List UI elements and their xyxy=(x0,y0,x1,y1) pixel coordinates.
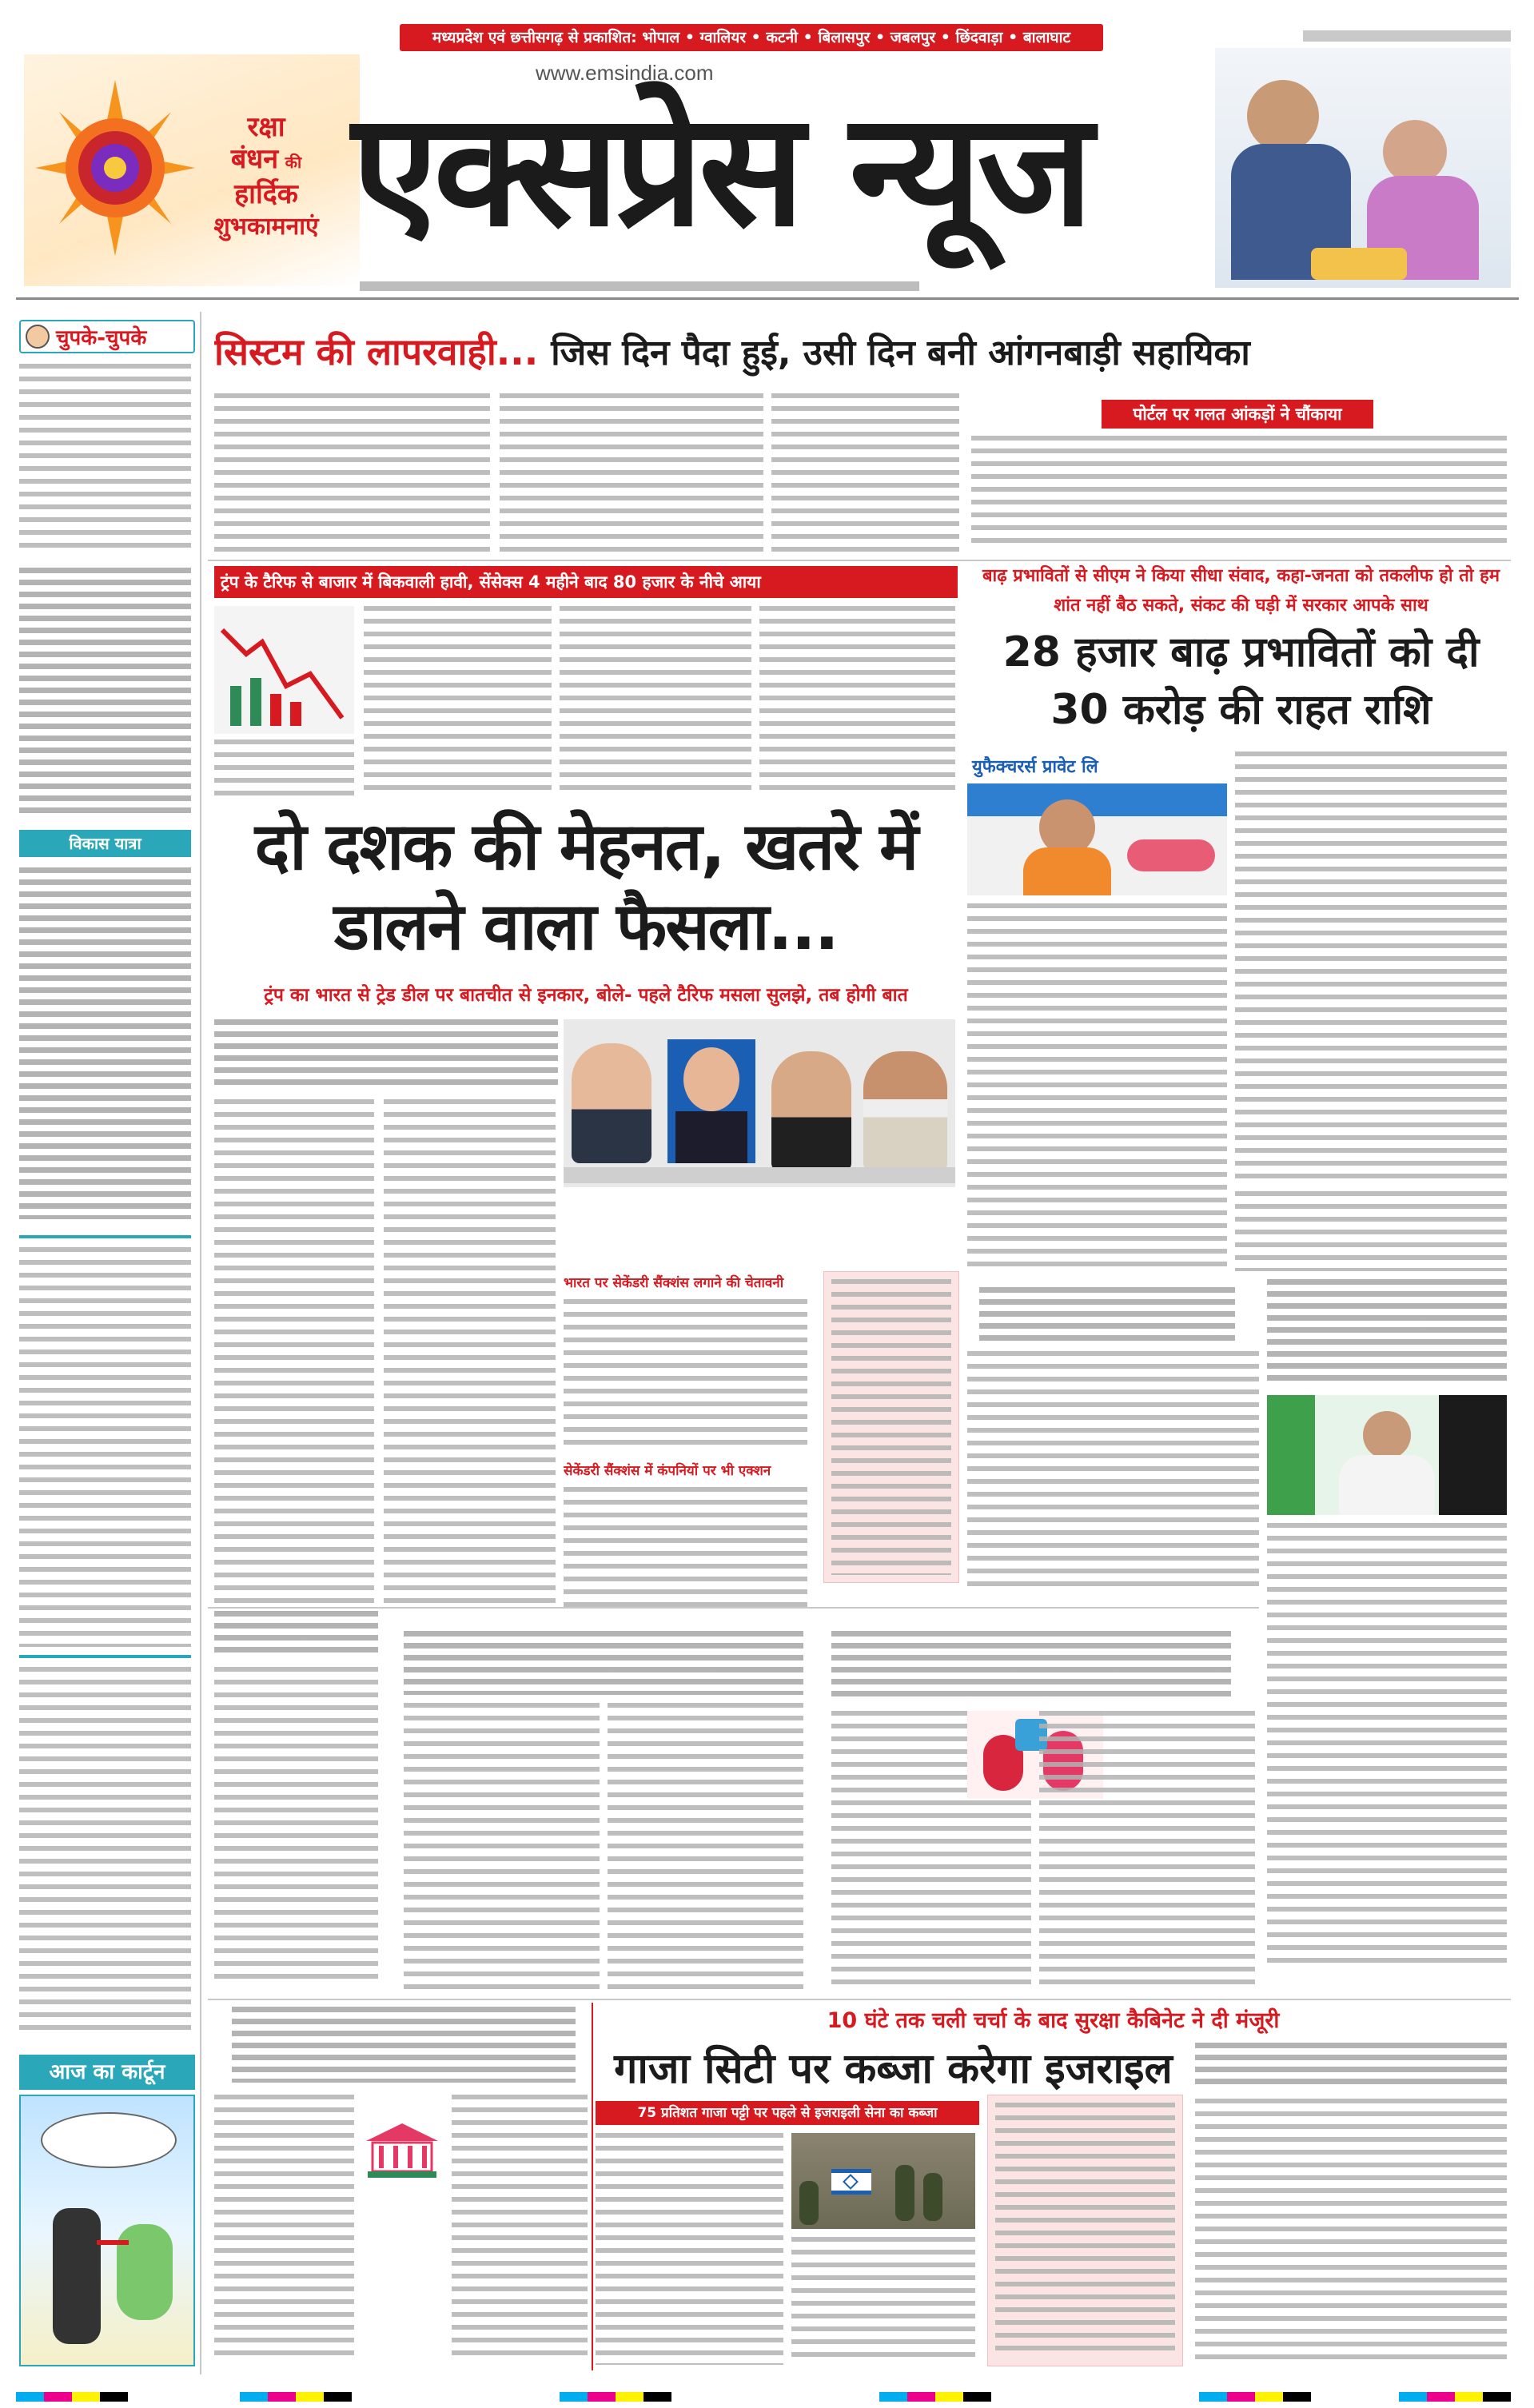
lead-subhead: पोर्टल पर गलत आंकड़ों ने चौंकाया xyxy=(1102,400,1373,429)
left-brief xyxy=(19,568,191,815)
chupke-header xyxy=(19,320,195,353)
story-b-body-2 xyxy=(608,1703,803,1991)
gaza-deck: 75 प्रतिशत गाजा पट्टी पर पहले से इजराइली सेना का कब्जा xyxy=(596,2101,979,2125)
speech-photo xyxy=(1267,1395,1507,1515)
lead-headline-red: सिस्टम की लापरवाही... xyxy=(214,330,539,373)
registration-strip xyxy=(879,2392,991,2402)
cartoon-image xyxy=(19,2095,195,2366)
flood-body-3 xyxy=(1235,1191,1507,1271)
avatar-icon xyxy=(26,325,50,349)
flood-kicker: बाढ़ प्रभावितों से सीएम ने किया सीधा संवाद, कहा-जनता को तकलीफ हो तो हम शांत नहीं बैठ सकते, संकट की घड़ी में सरकार आपके साथ xyxy=(982,566,1500,616)
vikas-body xyxy=(19,867,191,1219)
down-trend-icon xyxy=(214,606,354,734)
cartoon-header xyxy=(19,2055,195,2090)
story-c-heading xyxy=(831,1631,1231,1703)
rakhi-photo xyxy=(1215,48,1511,288)
registration-strip xyxy=(560,2392,671,2402)
leader-portrait xyxy=(572,1043,651,1163)
greeting-line: हार्दिक xyxy=(234,180,298,209)
court-building-icon xyxy=(358,2119,446,2183)
flood-body-1 xyxy=(1235,752,1507,1183)
rakhi-emblem xyxy=(27,64,203,272)
chupke-label: चुपके-चुपके xyxy=(56,326,147,350)
trump-body-2 xyxy=(384,1099,556,1611)
greeting-text xyxy=(182,112,350,272)
lead-headline xyxy=(214,323,1513,381)
market-chart-graphic xyxy=(214,606,354,734)
story-b-body-1 xyxy=(404,1703,600,1991)
story-a-body xyxy=(214,1667,378,1987)
leader-portrait xyxy=(667,1039,755,1163)
masthead-date-line xyxy=(1303,30,1511,42)
left-story-2 xyxy=(19,1667,191,2035)
lead-body-col1 xyxy=(214,393,490,553)
gaza-body-1 xyxy=(596,2133,783,2365)
brief-body-2 xyxy=(1267,1523,1507,1971)
edition-info-line xyxy=(360,281,919,291)
section-rule xyxy=(208,1607,1259,1609)
trump-body-4 xyxy=(564,1487,807,1607)
market-headline: ट्रंप के टैरिफ से बाजार में बिकवाली हावी, सेंसेक्स 4 महीने बाद 80 हजार के नीचे आया xyxy=(214,566,958,598)
website-link[interactable]: www.emsindia.com xyxy=(536,61,714,85)
trump-sub2: सेकेंडरी सैंक्शंस में कंपनियों पर भी एक्शन xyxy=(564,1463,771,1479)
section-rule xyxy=(208,1999,1511,2000)
lead-headline-black: जिस दिन पैदा हुई, उसी दिन बनी आंगनबाड़ी सहायिका xyxy=(551,333,1250,373)
publication-line: मध्यप्रदेश एवं छत्तीसगढ़ से प्रकाशित: भोपाल • ग्वालियर • कटनी • बिलासपुर • जबलपुर • छिंदवाड़ा • बालाघाट xyxy=(400,24,1103,51)
trump-body-3 xyxy=(564,1299,807,1451)
market-body-1 xyxy=(364,606,552,798)
market-body-3 xyxy=(759,606,955,798)
story-a-heading xyxy=(214,1611,378,1659)
leader-portrait xyxy=(863,1051,947,1171)
brief-body-1 xyxy=(967,1351,1259,1591)
gaza-body-2 xyxy=(791,2237,975,2365)
lead-body-col3 xyxy=(771,393,959,553)
greeting-line: बंधन की xyxy=(230,145,302,174)
registration-strip xyxy=(1199,2392,1311,2402)
gaza-sidebar-text xyxy=(995,2103,1175,2358)
story-c-body-2 xyxy=(1039,1711,1255,1991)
story-e-heading xyxy=(1195,2043,1507,2091)
market-body-4 xyxy=(214,740,354,795)
registration-strip xyxy=(16,2392,128,2402)
trump-sidebar-text xyxy=(831,1279,951,1575)
vikas-label: विकास यात्रा xyxy=(69,834,141,853)
market-body-2 xyxy=(560,606,751,798)
leaders-photo xyxy=(564,1019,955,1187)
trump-deck: ट्रंप का भारत से ट्रेड डील पर बातचीत से इनकार, बोले- पहले टैरिफ मसला सुलझे, तब होगी बात xyxy=(264,985,908,1006)
flag-icon xyxy=(831,2169,871,2195)
greeting-line: रक्षा xyxy=(247,113,285,142)
trump-headline: दो दशक की मेहनत, खतरे में डालने वाला फैसला... xyxy=(254,809,918,965)
supreme-court-icon xyxy=(358,2119,446,2183)
flood-headline: 28 हजार बाढ़ प्रभावितों को दी 30 करोड़ की राहत राशि xyxy=(1002,628,1480,734)
chupke-body xyxy=(19,364,191,556)
flood-photo xyxy=(967,752,1227,895)
registration-strip xyxy=(240,2392,352,2402)
story-d-body-2 xyxy=(452,2095,588,2358)
left-column-rule xyxy=(200,312,201,2374)
lead-body-col2 xyxy=(500,393,763,553)
flood-body-2 xyxy=(967,903,1227,1271)
gaza-kicker: 10 घंटे तक चली चर्चा के बाद सुरक्षा कैबिनेट ने दी मंजूरी xyxy=(827,2008,1280,2033)
brief-heading-2 xyxy=(1267,1279,1507,1387)
gaza-photo xyxy=(791,2133,975,2229)
trump-body-1 xyxy=(214,1099,374,1611)
story-e-body xyxy=(1195,2099,1507,2366)
gaza-headline: गाजा सिटी पर कब्जा करेगा इजराइल xyxy=(614,2045,1173,2093)
trump-intro xyxy=(214,1019,558,1091)
cartoon-label: आज का कार्टून xyxy=(49,2060,165,2084)
trump-sub1: भारत पर सेकेंडरी सैंक्शंस लगाने की चेतावनी xyxy=(564,1275,784,1291)
lead-body-col4 xyxy=(971,436,1507,548)
left-divider xyxy=(19,1655,191,1658)
masthead-title: एक्सप्रेस न्यूज xyxy=(352,79,1089,261)
flood-banner-text: युफैक्चरर्स प्रावेट लि xyxy=(967,752,1227,783)
registration-strip xyxy=(1399,2392,1511,2402)
masthead-rule xyxy=(16,297,1519,300)
story-d-body-1 xyxy=(214,2095,354,2358)
brief-heading-1 xyxy=(979,1287,1235,1343)
story-b-heading xyxy=(404,1631,803,1695)
left-divider xyxy=(19,1235,191,1238)
gaza-rule xyxy=(592,2003,593,2370)
vikas-header xyxy=(19,830,191,857)
story-d-heading xyxy=(232,2007,576,2083)
left-story-1 xyxy=(19,1247,191,1647)
leader-portrait xyxy=(771,1051,851,1171)
greeting-line: शुभकामनाएं xyxy=(213,213,319,240)
